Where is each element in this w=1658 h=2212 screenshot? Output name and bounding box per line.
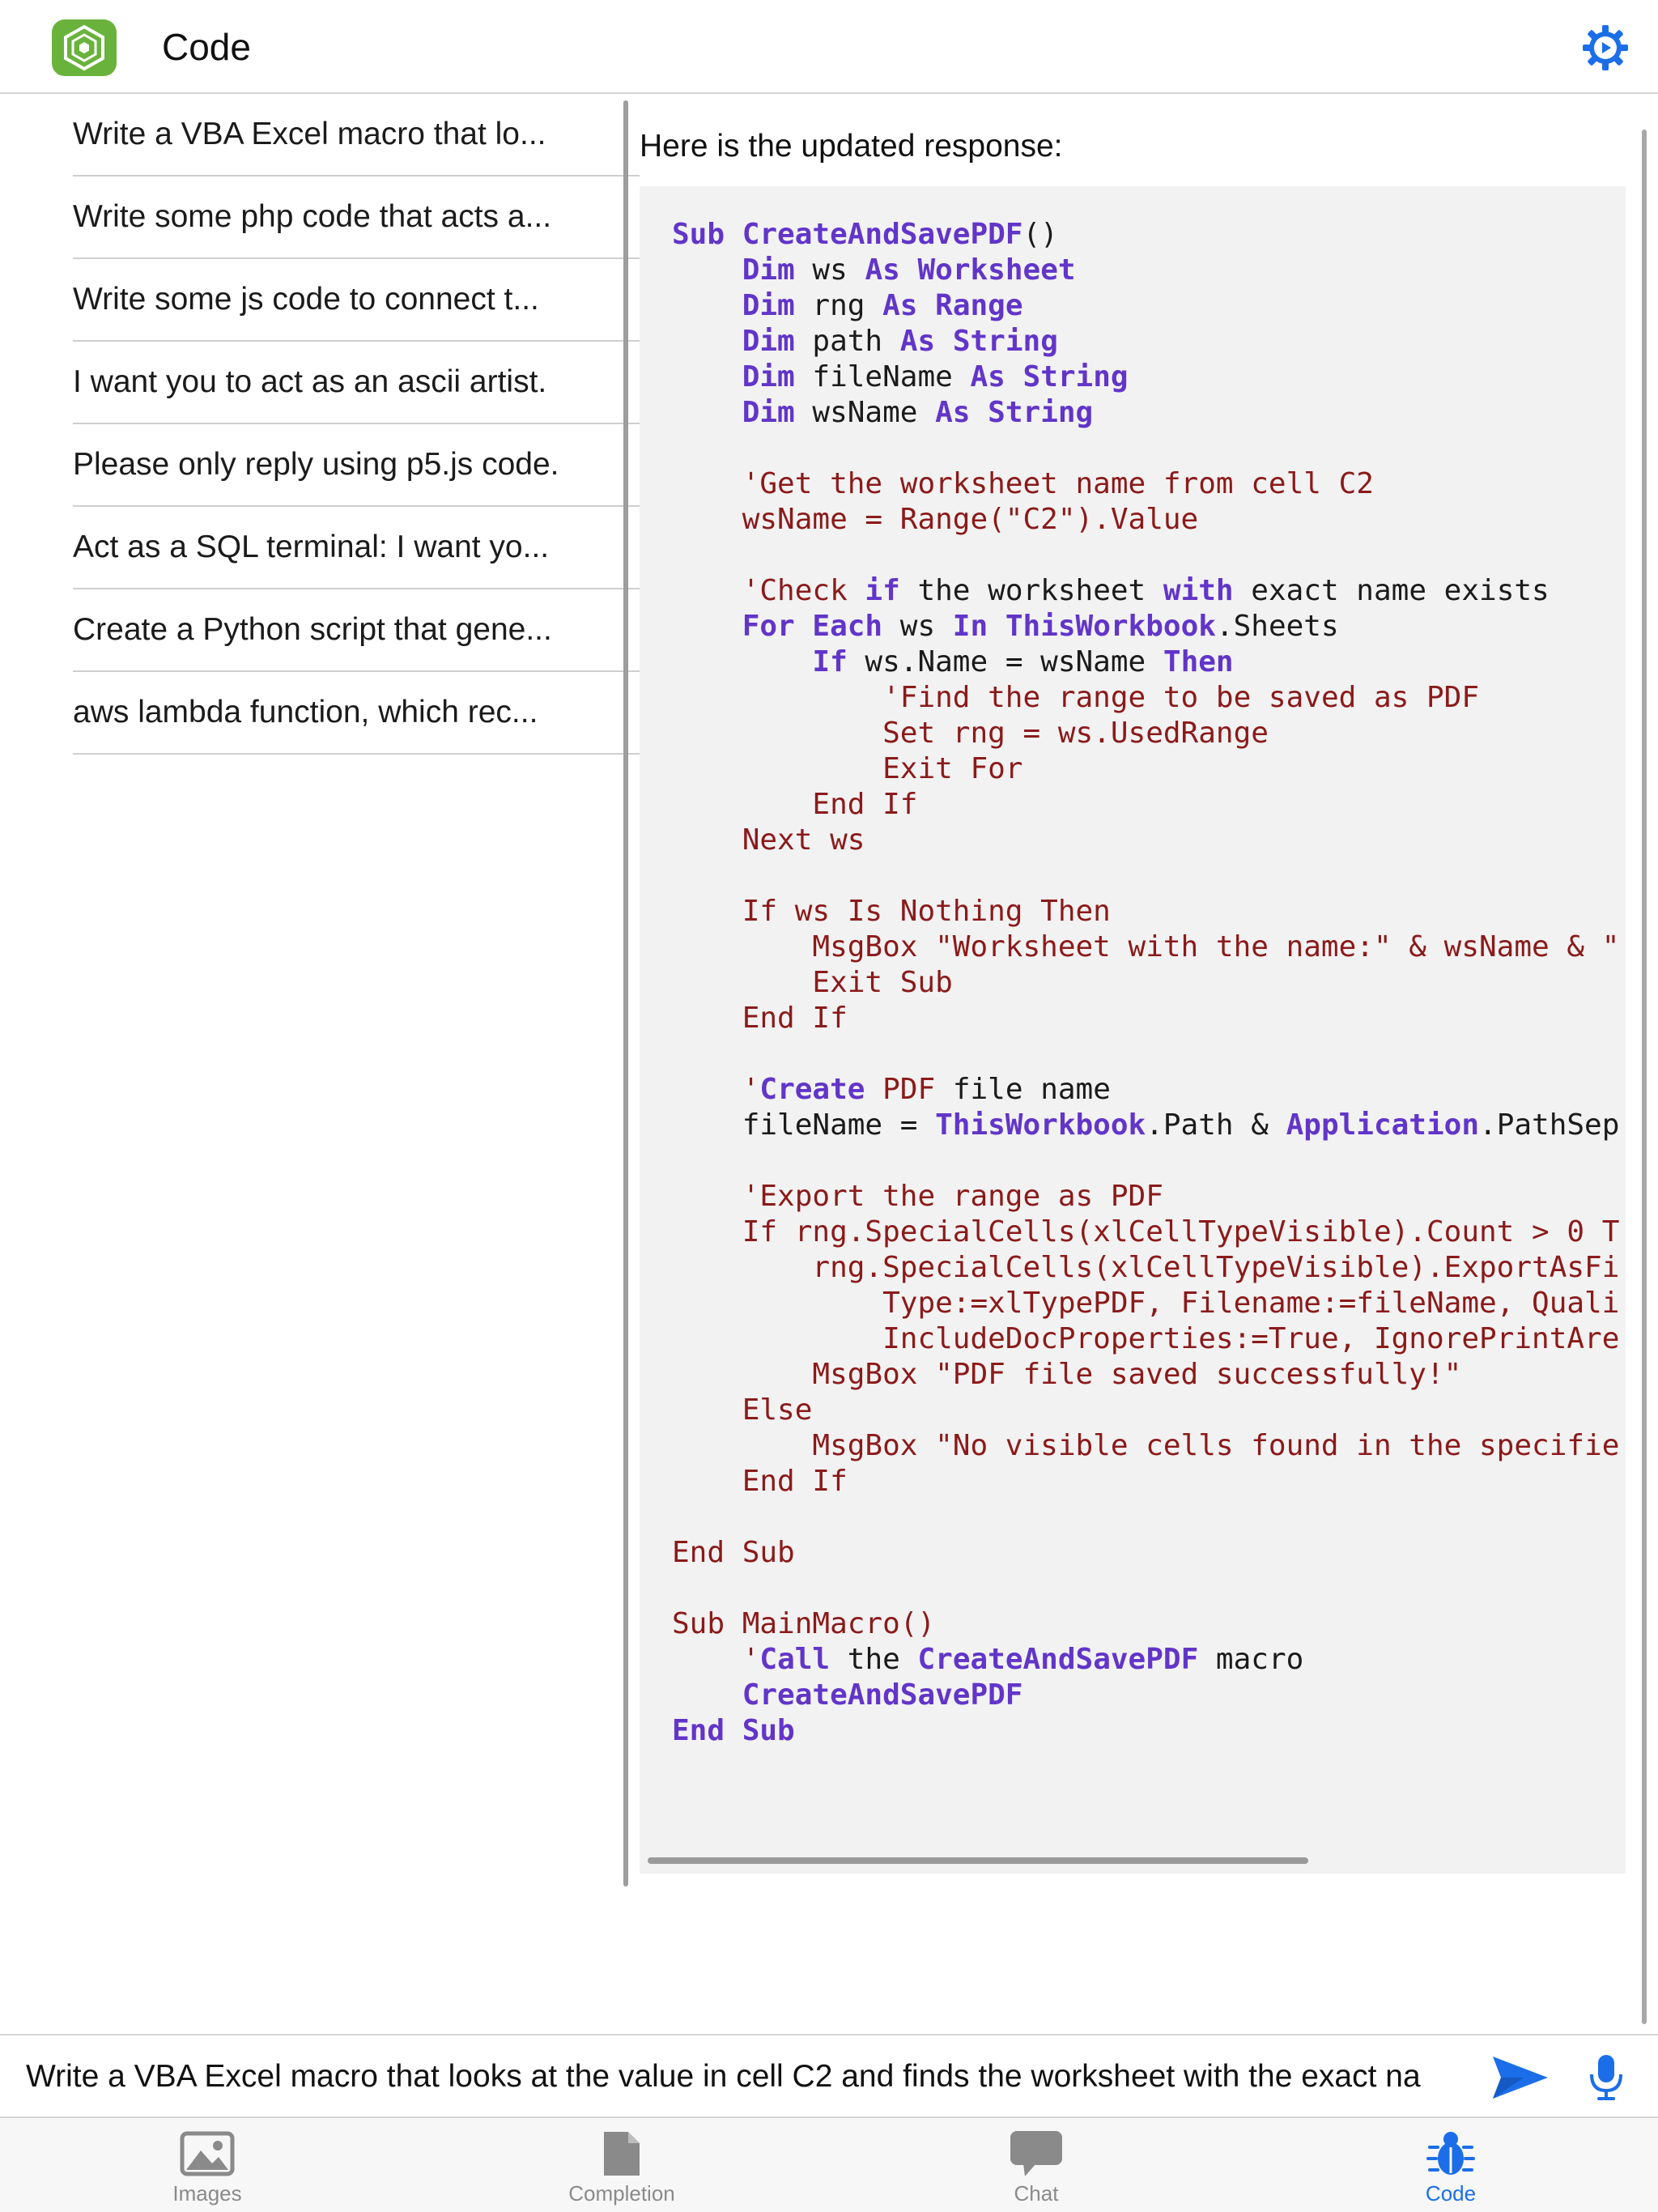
- code-token: String: [952, 325, 1058, 358]
- code-token: [672, 1322, 882, 1355]
- code-token: Range: [935, 289, 1023, 322]
- tab-label: Chat: [1014, 2181, 1059, 2206]
- code-token: [672, 574, 742, 607]
- code-token: [672, 966, 812, 999]
- code-token: String: [988, 396, 1094, 429]
- code-token: ': [742, 1073, 760, 1106]
- response-intro-text: Here is the updated response:: [640, 129, 1063, 164]
- history-item[interactable]: Write some php code that acts a...: [73, 177, 640, 259]
- code-token: As: [935, 396, 971, 429]
- code-content: [672, 217, 1619, 1749]
- send-icon: [1491, 2055, 1550, 2100]
- code-token: ws.Name = wsName: [847, 645, 1163, 678]
- history-item[interactable]: Write some js code to connect t...: [73, 259, 640, 342]
- code-token: Exit For: [882, 752, 1023, 785]
- code-token: Dim: [742, 360, 795, 393]
- chat-bubble-icon: [1007, 2128, 1065, 2180]
- history-item[interactable]: Act as a SQL terminal: I want yo...: [73, 507, 640, 589]
- tab-completion[interactable]: [414, 2118, 829, 2212]
- code-token: String: [1022, 360, 1129, 393]
- code-token: Set rng = ws.UsedRange: [882, 717, 1269, 750]
- code-token: .PathSep: [1479, 1108, 1620, 1142]
- code-token: [672, 645, 812, 678]
- history-item[interactable]: Please only reply using p5.js code.: [73, 424, 640, 507]
- code-line: [672, 359, 1619, 395]
- response-panel: [640, 94, 1658, 2032]
- code-token: ThisWorkbook: [935, 1108, 1146, 1142]
- code-token: As: [882, 289, 918, 322]
- code-token: [672, 1251, 812, 1284]
- code-token: [672, 396, 742, 429]
- code-line: [672, 1179, 1619, 1214]
- code-token: As: [865, 253, 900, 287]
- history-item[interactable]: Create a Python script that gene...: [73, 589, 640, 672]
- code-token: If ws Is Nothing Then: [742, 895, 1111, 928]
- code-token: .Sheets: [1215, 610, 1339, 643]
- code-line: [672, 1535, 1619, 1571]
- code-token: wsName = Range("C2").Value: [742, 503, 1199, 536]
- code-token: [672, 467, 742, 500]
- code-token: ws: [882, 610, 953, 643]
- code-token: [672, 1287, 882, 1320]
- code-token: Call: [759, 1643, 831, 1676]
- code-token: PDF: [882, 1073, 936, 1106]
- code-token: rng.SpecialCells(xlCellTypeVisible).ExportAsFi: [812, 1251, 1620, 1284]
- code-token: [672, 610, 742, 643]
- response-vertical-scrollbar[interactable]: [1642, 130, 1647, 2024]
- code-token: Dim: [742, 253, 795, 287]
- code-line: [672, 1108, 1619, 1143]
- code-token: Sub: [672, 218, 742, 251]
- code-token: [988, 610, 1005, 643]
- code-line: [672, 324, 1619, 359]
- tab-label: Images: [172, 2181, 242, 2206]
- code-token: [672, 289, 742, 322]
- code-line: [672, 1571, 1619, 1606]
- code-token: Application: [1286, 1108, 1480, 1142]
- code-token: [970, 396, 988, 429]
- code-line: [672, 466, 1619, 502]
- code-token: IncludeDocProperties:=True, IgnorePrintAre: [882, 1322, 1620, 1355]
- code-line: [672, 1499, 1619, 1535]
- code-token: [672, 681, 882, 714]
- code-line: [672, 1143, 1619, 1179]
- code-token: End If: [742, 1465, 848, 1498]
- code-token: [672, 1002, 742, 1035]
- code-line: [672, 1428, 1619, 1464]
- code-token: [672, 1465, 742, 1498]
- code-token: if: [865, 574, 900, 607]
- code-line: [672, 929, 1619, 965]
- code-token: Type:=xlTypePDF, Filename:=fileName, Quali: [882, 1287, 1620, 1320]
- code-token: ws: [794, 253, 865, 287]
- history-item[interactable]: I want you to act as an ascii artist.: [73, 342, 640, 424]
- tab-chat[interactable]: [829, 2118, 1244, 2212]
- code-line: [672, 894, 1619, 929]
- code-token: [672, 1180, 742, 1213]
- history-item[interactable]: aws lambda function, which rec...: [73, 672, 640, 755]
- code-token: 'Find the range to be saved as PDF: [882, 681, 1480, 714]
- code-line: [672, 573, 1619, 609]
- code-token: End Sub: [672, 1714, 795, 1747]
- code-line: [672, 680, 1619, 716]
- code-line: [672, 787, 1619, 823]
- code-token: fileName: [794, 360, 971, 393]
- code-line: [672, 1642, 1619, 1678]
- code-token: MsgBox "PDF file saved successfully!": [812, 1358, 1462, 1391]
- code-token: CreateAndSavePDF: [742, 1678, 1023, 1712]
- page-title: Code: [162, 26, 251, 68]
- code-token: CreateAndSavePDF: [742, 218, 1023, 251]
- code-token: [672, 752, 882, 785]
- microphone-icon: [1588, 2053, 1624, 2102]
- code-token: For Each: [742, 610, 883, 643]
- history-list: [73, 94, 640, 755]
- code-token: ThisWorkbook: [1005, 610, 1216, 643]
- code-token: file name: [935, 1073, 1111, 1106]
- code-line: [672, 1214, 1619, 1250]
- code-line: [672, 1606, 1619, 1642]
- code-token: Else: [742, 1393, 813, 1427]
- code-line: [672, 288, 1619, 324]
- code-horizontal-scrollbar[interactable]: [648, 1857, 1308, 1864]
- code-line: [672, 609, 1619, 644]
- code-token: [672, 1393, 742, 1427]
- code-line: [672, 858, 1619, 894]
- code-token: [672, 788, 812, 821]
- code-token: End If: [742, 1002, 848, 1035]
- code-token: Dim: [742, 289, 795, 322]
- code-token: with: [1163, 574, 1234, 607]
- app-logo-icon: [52, 19, 117, 76]
- code-token: Then: [1163, 645, 1234, 678]
- code-token: [917, 289, 935, 322]
- code-token: Create: [759, 1073, 865, 1106]
- code-token: Exit Sub: [812, 966, 953, 999]
- tab-images[interactable]: [0, 2118, 414, 2212]
- code-token: End Sub: [672, 1536, 795, 1569]
- code-token: .Path &: [1146, 1108, 1286, 1142]
- code-token: As: [970, 360, 1005, 393]
- code-token: Worksheet: [917, 253, 1076, 287]
- code-token: the worksheet: [899, 574, 1163, 607]
- code-token: [672, 253, 742, 287]
- code-token: [672, 823, 742, 857]
- code-line: [672, 716, 1619, 751]
- code-token: wsName: [794, 396, 936, 429]
- code-token: ': [742, 1643, 760, 1676]
- code-token: In: [952, 610, 988, 643]
- code-token: rng: [794, 289, 883, 322]
- code-token: 'Check: [742, 574, 865, 607]
- gear-icon: [1581, 23, 1630, 72]
- tab-bar: [0, 2118, 1658, 2212]
- code-line: [672, 644, 1619, 680]
- code-token: (): [1022, 218, 1058, 251]
- code-token: [1005, 360, 1023, 393]
- history-sidebar: [0, 94, 640, 1887]
- tab-code[interactable]: [1244, 2118, 1658, 2212]
- code-line: [672, 395, 1619, 431]
- code-token: [672, 1073, 742, 1106]
- prompt-input[interactable]: [26, 2050, 1460, 2104]
- code-token: fileName =: [672, 1108, 936, 1142]
- code-line: [672, 1678, 1619, 1713]
- code-token: [672, 930, 812, 963]
- code-token: Sub MainMacro(): [672, 1607, 936, 1640]
- code-line: [672, 538, 1619, 573]
- code-token: exact name exists: [1233, 574, 1550, 607]
- code-token: [672, 1358, 812, 1391]
- code-token: 'Get the worksheet name from cell C2: [742, 467, 1374, 500]
- code-token: MsgBox "Worksheet with the name:" & wsName & ": [812, 930, 1620, 963]
- app-header: [0, 0, 1658, 94]
- code-line: [672, 217, 1619, 253]
- code-token: [672, 1643, 742, 1676]
- code-block: [640, 186, 1626, 1874]
- code-line: [672, 751, 1619, 787]
- code-token: the: [830, 1643, 918, 1676]
- code-token: path: [794, 325, 900, 358]
- code-line: [672, 1713, 1619, 1749]
- code-line: [672, 1357, 1619, 1393]
- bug-icon: [1422, 2128, 1480, 2180]
- code-line: [672, 1001, 1619, 1036]
- code-token: MsgBox "No visible cells found in the specifie: [812, 1429, 1620, 1462]
- code-token: If rng.SpecialCells(xlCellTypeVisible).Count > 0 T: [742, 1215, 1620, 1249]
- code-token: Next ws: [742, 823, 865, 857]
- tab-label: Completion: [568, 2181, 675, 2206]
- code-line: [672, 253, 1619, 288]
- code-line: [672, 1464, 1619, 1499]
- code-token: CreateAndSavePDF: [917, 1643, 1199, 1676]
- send-button[interactable]: [1488, 2052, 1553, 2104]
- settings-button[interactable]: [1580, 23, 1630, 73]
- code-token: If: [812, 645, 848, 678]
- code-line: [672, 1250, 1619, 1286]
- code-token: [672, 360, 742, 393]
- code-token: [672, 895, 742, 928]
- code-token: [672, 1678, 742, 1712]
- code-token: [672, 717, 882, 750]
- code-line: [672, 431, 1619, 466]
- code-line: [672, 1321, 1619, 1357]
- code-token: [900, 253, 918, 287]
- code-token: macro: [1198, 1643, 1304, 1676]
- code-token: As: [899, 325, 936, 358]
- code-line: [672, 502, 1619, 538]
- code-token: [935, 325, 953, 358]
- code-line: [672, 965, 1619, 1001]
- code-line: [672, 1286, 1619, 1321]
- code-token: 'Export the range as PDF: [742, 1180, 1163, 1213]
- code-token: [865, 1073, 882, 1106]
- code-line: [672, 1072, 1619, 1108]
- code-token: [672, 1215, 742, 1249]
- image-icon: [178, 2128, 236, 2180]
- code-line: [672, 1393, 1619, 1428]
- code-line: [672, 823, 1619, 858]
- code-token: [672, 325, 742, 358]
- tab-label: Code: [1425, 2181, 1477, 2206]
- split-view-divider[interactable]: [623, 100, 628, 1887]
- code-token: End If: [812, 788, 918, 821]
- document-icon: [593, 2128, 651, 2180]
- code-token: [672, 503, 742, 536]
- code-token: Dim: [742, 396, 795, 429]
- code-token: [672, 1429, 812, 1462]
- prompt-bar: [0, 2034, 1658, 2118]
- history-item[interactable]: Write a VBA Excel macro that lo...: [73, 94, 640, 177]
- code-token: Dim: [742, 325, 795, 358]
- code-line: [672, 1036, 1619, 1072]
- microphone-button[interactable]: [1582, 2050, 1630, 2105]
